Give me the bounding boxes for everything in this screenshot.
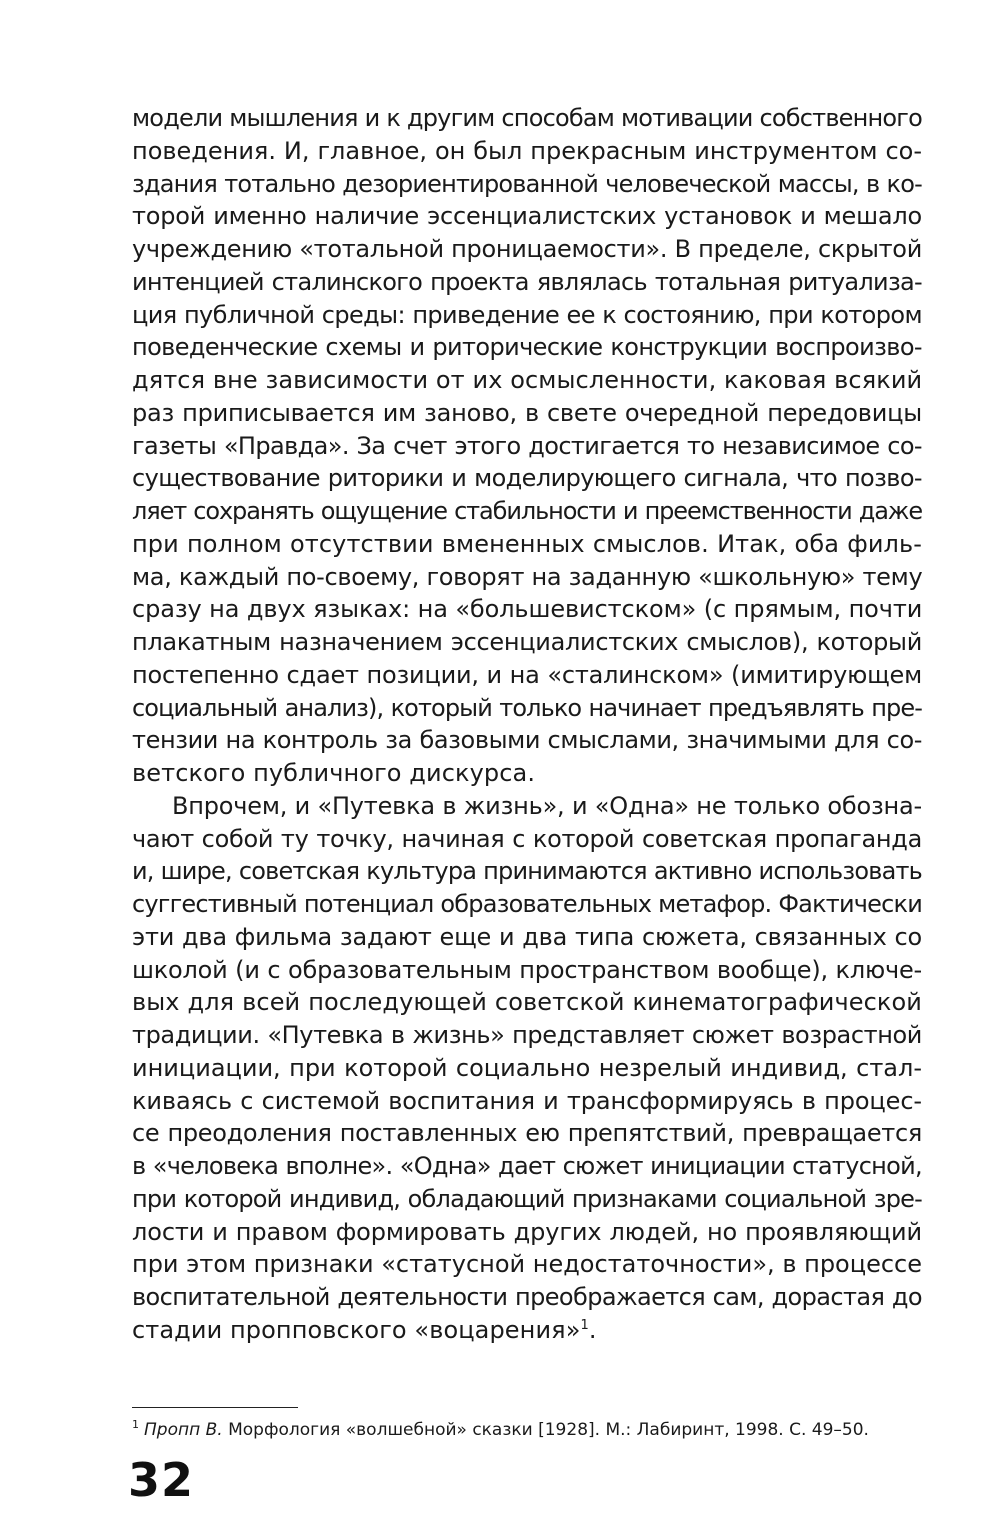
text-line: существование риторики и моделирующего сигнала, что позво- xyxy=(132,464,922,493)
footnote xyxy=(132,1418,922,1442)
text-line: интенцией сталинского проекта являлась тотальная ритуализа- xyxy=(132,267,922,296)
text-line: при которой индивид, обладающий признаками социальной зре- xyxy=(132,1184,922,1213)
text-line: учреждению «тотальной проницаемости». В пределе, скрытой xyxy=(132,235,922,263)
text-line: лости и правом формировать других людей, но проявляющий xyxy=(132,1217,922,1246)
text-line: чают собой ту точку, начиная с которой советская пропаганда xyxy=(132,824,922,853)
text-line: поведения. И, главное, он был прекрасным инструментом со- xyxy=(132,136,922,165)
text-line: инициации, при которой социально незрелый индивид, стал- xyxy=(132,1053,922,1082)
text-line: дятся вне зависимости от их осмысленности, каковая всякий xyxy=(132,366,923,394)
text-line: ветского публичного дискурса. xyxy=(132,759,536,787)
text-line: торой именно наличие эссенциалистских установок и мешало xyxy=(132,202,922,231)
text-line: модели мышления и к другим способам мотивации собственного xyxy=(132,104,922,132)
text-line: тензии на контроль за базовыми смыслами, значимыми для со- xyxy=(132,726,922,755)
text-line: традиции. «Путевка в жизнь» представляет сюжет возрастной xyxy=(132,1021,922,1049)
footnote-number: 1 xyxy=(132,1418,139,1432)
text-line: вых для всей последующей советской кинематографической xyxy=(132,988,922,1017)
text-line-last xyxy=(132,1314,922,1347)
footnote-divider xyxy=(132,1407,298,1408)
text-line: школой (и с образовательным пространством вообще), ключе- xyxy=(132,955,922,984)
text-line: в «человека вполне». «Одна» дает сюжет инициации статусной, xyxy=(132,1152,922,1180)
text-line: при этом признаки «статусной недостаточности», в процессе xyxy=(132,1250,922,1279)
text-line: эти два фильма задают еще и два типа сюжета, связанных со xyxy=(132,922,922,951)
final-period: . xyxy=(588,1315,597,1344)
text-line: сразу на двух языках: на «большевистском» (с прямым, почти xyxy=(132,595,923,624)
text-line: ция публичной среды: приведение ее к состоянию, при котором xyxy=(132,300,922,329)
footnote-text: Морфология «волшебной» сказки [1928]. М.: Лабиринт, 1998. С. 49–50. xyxy=(222,1420,869,1440)
text-line: се преодоления поставленных ею препятствий, превращается xyxy=(132,1119,922,1148)
text-line: газеты «Правда». За счет этого достигается то независимое со- xyxy=(132,431,922,460)
footnote-reference[interactable]: 1 xyxy=(580,1317,589,1333)
text-line: плакатным назначением эссенциалистских смыслов), который xyxy=(132,628,922,656)
text-line: здания тотально дезориентированной человеческой массы, в ко- xyxy=(132,169,922,198)
text-line: воспитательной деятельности преображается сам, дорастая до xyxy=(132,1283,922,1311)
text-line: поведенческие схемы и риторические конструкции воспроизво- xyxy=(132,333,922,362)
page-number: 32 xyxy=(128,1453,195,1507)
text-line: суггестивный потенциал образовательных метафор. Фактически xyxy=(132,890,922,918)
text-line: и, шире, советская культура принимаются активно использовать xyxy=(132,857,922,886)
text-line-content: стадии пропповского «воцарения» xyxy=(132,1315,581,1344)
text-line: при полном отсутствии вмененных смыслов. Итак, оба филь- xyxy=(132,529,922,558)
text-line: постепенно сдает позиции, и на «сталинском» (имитирующем xyxy=(132,660,922,689)
footnote-author: Пропп В. xyxy=(144,1420,223,1440)
text-line: киваясь с системой воспитания и трансформируясь в процес- xyxy=(132,1086,922,1115)
text-line: раз приписывается им заново, в свете очередной передовицы xyxy=(132,398,922,427)
paragraph-start-line: Впрочем, и «Путевка в жизнь», и «Одна» не только обозна- xyxy=(172,791,922,820)
body-text xyxy=(132,102,922,1347)
text-line: ляет сохранять ощущение стабильности и преемственности даже xyxy=(132,497,922,525)
text-line: социальный анализ), который только начинает предъявлять пре- xyxy=(132,693,922,722)
text-line: ма, каждый по-своему, говорят на заданную «школьную» тему xyxy=(132,562,923,591)
